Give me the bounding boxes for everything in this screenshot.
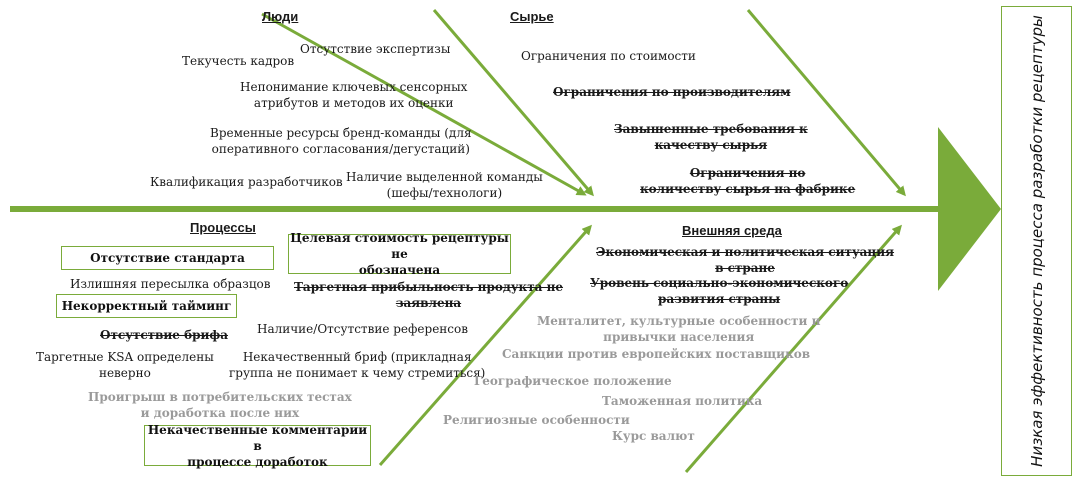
cause-references: Наличие/Отсутствие референсов: [257, 322, 469, 336]
cause-no-brief: Отсутствие брифа: [100, 328, 228, 342]
effect-label: Низкая эффективность процесса разработки рецептуры: [1027, 15, 1046, 467]
cause-comments-box: Некачественные комментарии в процессе доработок: [144, 425, 371, 466]
cause-no-standard-box: Отсутствие стандарта: [61, 246, 274, 270]
cause-requirements: Завышенные требования к качеству сырья: [614, 122, 808, 152]
cause-geography: Географическое положение: [474, 374, 672, 388]
cause-cost: Ограничения по стоимости: [521, 49, 696, 63]
category-materials: Сырье: [510, 9, 554, 24]
cause-profit: Таргетная прибыльность продукта не заявлена: [294, 280, 564, 310]
cause-suppliers: Ограничения по производителям: [553, 85, 791, 99]
cause-target-cost-box: Целевая стоимость рецептуры не обозначена: [288, 234, 511, 274]
cause-sensory: Непонимание ключевых сенсорных атрибутов и методов их оценки: [240, 80, 468, 110]
cause-time: Временные ресурсы бренд-команды (для оперативного согласования/дегустаций): [210, 126, 472, 156]
cause-mentality: Менталитет, культурные особенности и привычки населения: [537, 314, 821, 344]
cause-consumer-tests: Проигрыш в потребительских тестах и доработка после них: [88, 390, 352, 420]
cause-social: Уровень социально-экономического развития страны: [590, 276, 849, 306]
category-processes: Процессы: [190, 220, 256, 235]
category-people: Люди: [262, 9, 299, 24]
cause-turnover: Текучесть кадров: [182, 54, 295, 68]
cause-bad-brief: Некачественный бриф (прикладная группа не понимает к чему стремиться): [229, 350, 486, 380]
cause-qualification: Квалификация разработчиков: [150, 175, 343, 189]
cause-religion: Религиозные особенности: [443, 413, 630, 427]
effect-box: [1001, 6, 1072, 476]
cause-sanctions: Санкции против европейских поставщиков: [502, 347, 811, 361]
cause-team: Наличие выделенной команды (шефы/технологи): [346, 170, 543, 200]
cause-ksa: Таргетные KSA определены неверно: [36, 350, 214, 380]
cause-currency: Курс валют: [612, 429, 695, 443]
cause-quantity: Ограничения по количеству сырья на фабрике: [640, 166, 856, 196]
cause-samples: Излишняя пересылка образцов: [70, 277, 271, 291]
cause-expertise: Отсутствие экспертизы: [300, 42, 451, 56]
cause-customs: Таможенная политика: [602, 394, 763, 408]
spine-arrowhead: [938, 127, 1001, 291]
category-environment: Внешняя среда: [682, 223, 782, 238]
cause-economy: Экономическая и политическая ситуация в стране: [596, 245, 895, 275]
cause-timing-box: Некорректный тайминг: [56, 294, 237, 318]
